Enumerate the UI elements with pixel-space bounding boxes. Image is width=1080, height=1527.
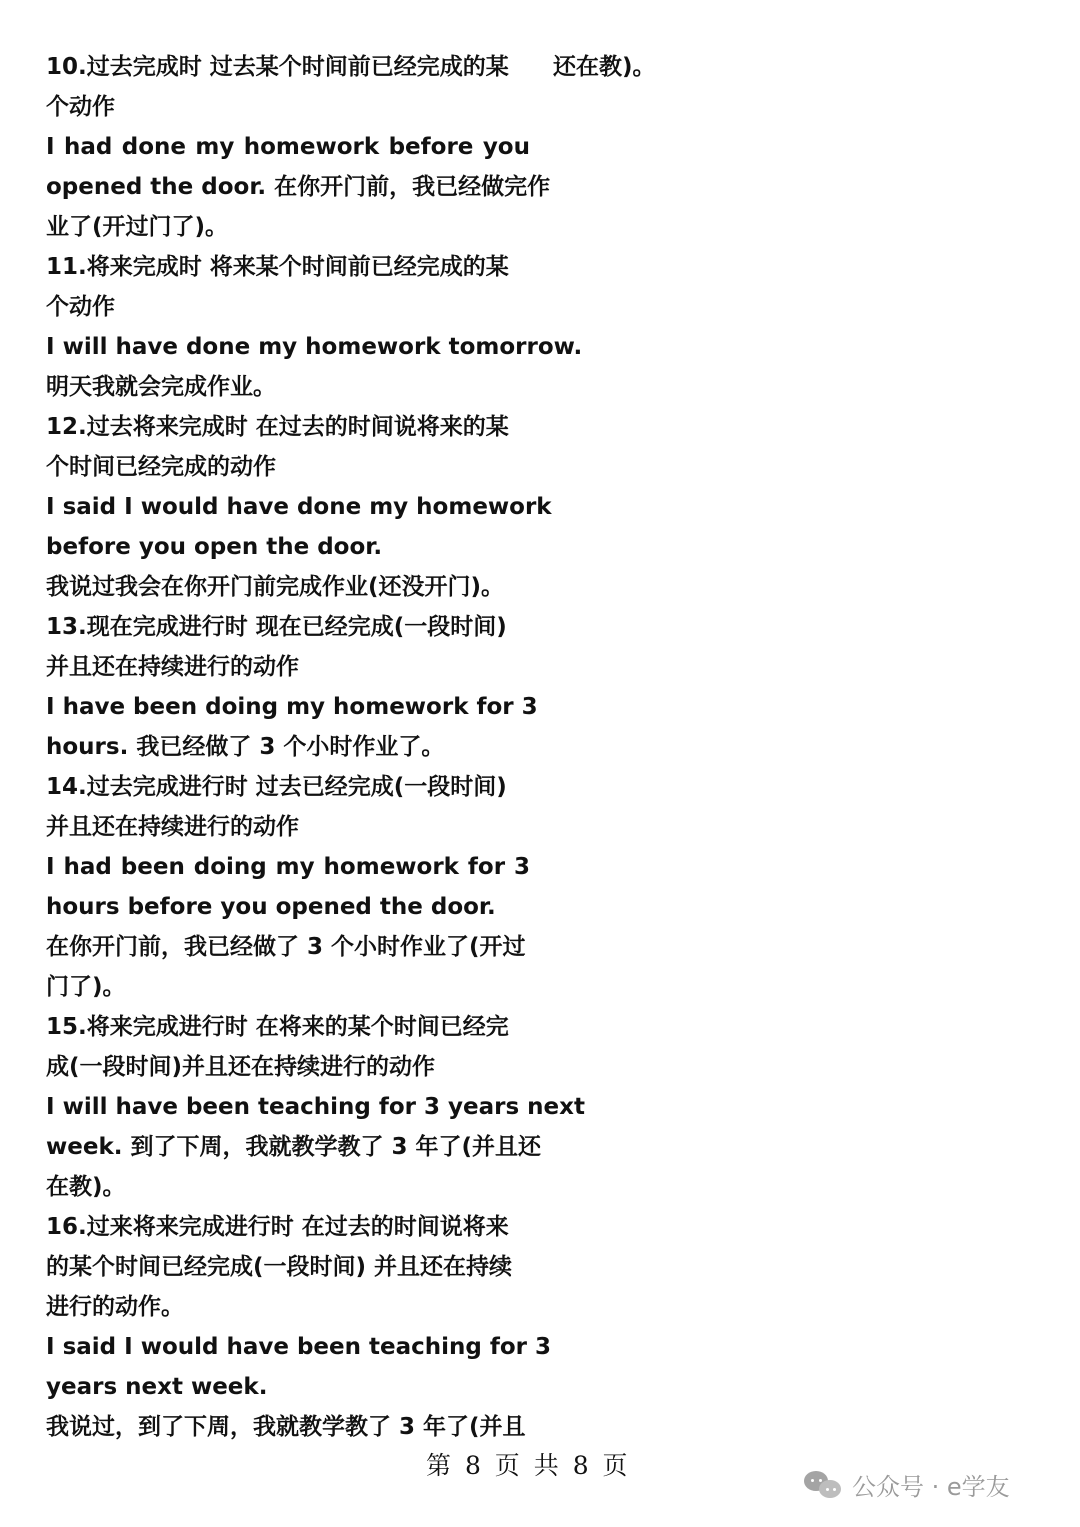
text-line: 个动作 — [46, 294, 115, 320]
wechat-icon — [804, 1467, 844, 1501]
text-line: 15.将来完成进行时 在将来的某个时间已经完 — [46, 1014, 509, 1040]
text-line: I had been doing my homework for 3 — [46, 854, 530, 880]
left-text-column — [46, 47, 585, 1447]
text-line: 12.过去将来完成时 在过去的时间说将来的某 — [46, 414, 509, 440]
text-line: 并且还在持续进行的动作 — [46, 814, 299, 840]
text-line: 我说过，到了下周，我就教学教了 3 年了(并且 — [46, 1414, 526, 1440]
text-line: hours. 我已经做了 3 个小时作业了。 — [46, 734, 445, 760]
text-line: I said I would have done my homework — [46, 494, 552, 520]
text-line: 业了(开过门了)。 — [46, 214, 229, 240]
text-line: week. 到了下周，我就教学教了 3 年了(并且还 — [46, 1134, 542, 1160]
text-line: 进行的动作。 — [46, 1294, 184, 1320]
text-line: 14.过去完成进行时 过去已经完成(一段时间) — [46, 774, 507, 800]
text-line: 11.将来完成时 将来某个时间前已经完成的某 — [46, 254, 509, 280]
text-line: before you open the door. — [46, 534, 383, 560]
text-line: 16.过来将来完成进行时 在过去的时间说将来 — [46, 1214, 509, 1240]
text-line: 在教)。 — [46, 1174, 126, 1200]
text-line: I said I would have been teaching for 3 — [46, 1334, 552, 1360]
text-line: I will have done my homework tomorrow. — [46, 334, 583, 360]
text-line: 我说过我会在你开门前完成作业(还没开门)。 — [46, 574, 505, 600]
text-line: 的某个时间已经完成(一段时间) 并且还在持续 — [46, 1254, 513, 1280]
text-line: years next week. — [46, 1374, 268, 1400]
text-line: 门了)。 — [46, 974, 126, 1000]
wechat-watermark — [804, 1464, 1010, 1504]
text-line: 个动作 — [46, 94, 115, 120]
right-column-text-fragment: 还在教)。 — [553, 54, 656, 80]
page-number-footer: 第 8 页 共 8 页 — [426, 1451, 631, 1480]
text-line: I have been doing my homework for 3 — [46, 694, 538, 720]
text-line: 明天我就会完成作业。 — [46, 374, 276, 400]
text-line: 并且还在持续进行的动作 — [46, 654, 299, 680]
text-line: 10.过去完成时 过去某个时间前已经完成的某 — [46, 54, 509, 80]
text-line: 成(一段时间)并且还在持续进行的动作 — [46, 1054, 436, 1080]
text-line: opened the door. 在你开门前，我已经做完作 — [46, 174, 551, 200]
text-line: 在你开门前，我已经做了 3 个小时作业了(开过 — [46, 934, 526, 960]
text-line: I had done my homework before you — [46, 134, 530, 160]
watermark-text: 公众号 · e学友 — [852, 1472, 1010, 1501]
text-line: hours before you opened the door. — [46, 894, 496, 920]
text-line: 个时间已经完成的动作 — [46, 454, 276, 480]
text-line: I will have been teaching for 3 years next — [46, 1094, 585, 1120]
text-line: 13.现在完成进行时 现在已经完成(一段时间) — [46, 614, 507, 640]
